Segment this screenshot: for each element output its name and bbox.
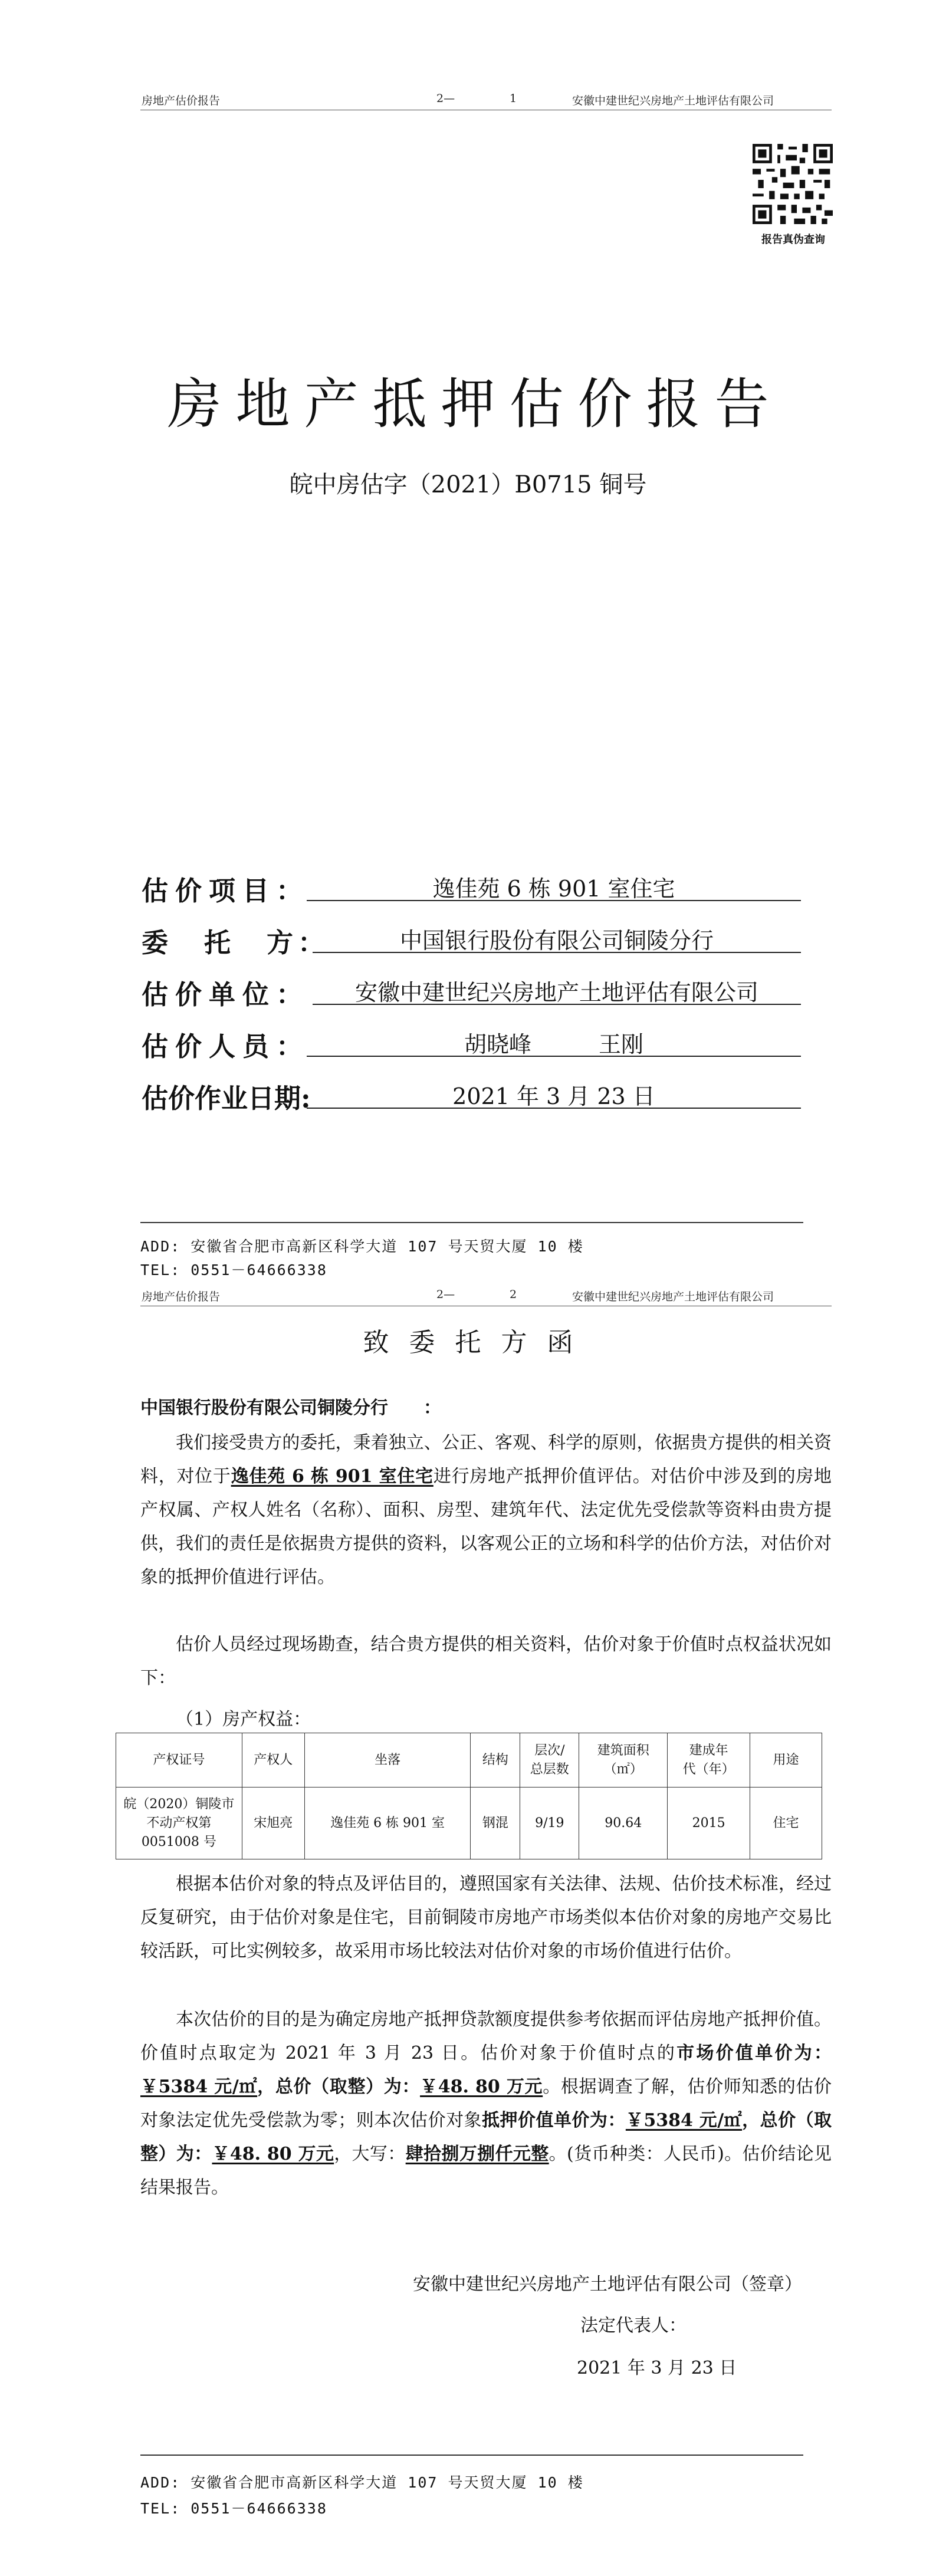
report-title: 房地产抵押估价报告 — [167, 373, 783, 436]
table-cell: 90.64 — [579, 1788, 668, 1859]
column-header: 建成年 代（年） — [668, 1733, 750, 1788]
column-header: 用途 — [750, 1733, 822, 1788]
field-value: 安徽中建世纪兴房地产土地评估有限公司 — [354, 980, 758, 1006]
letter-paragraph-1 — [140, 1426, 832, 1594]
market-total-label: 总价（取整）为： — [275, 2076, 421, 2097]
table-cell: 皖（2020）铜陵市 不动产权第 0051008 号 — [116, 1788, 242, 1859]
footer-rule — [140, 1222, 803, 1223]
rights-subheading: （1）房产权益： — [176, 1709, 311, 1730]
header-right: 安徽中建世纪兴房地产土地评估有限公司 — [572, 94, 774, 107]
footer-telephone: TEL: 0551－64666338 — [140, 1261, 327, 1279]
mortgage-unit-price: ￥5384 元/㎡ — [625, 2110, 743, 2131]
letter-paragraph-2: 估价人员经过现场勘查，结合贵方提供的相关资料，估价对象于价值时点权益状况如下： — [140, 1634, 832, 1688]
table-row — [116, 1788, 822, 1859]
header-left: 房地产估价报告 — [142, 1290, 221, 1303]
field-underline — [313, 952, 801, 953]
mortgage-total-label: 总价（取整）为： — [140, 2110, 832, 2164]
column-header: 结构 — [471, 1733, 520, 1788]
field-label: 估价作业日期: — [142, 1083, 311, 1114]
table-cell: 逸佳苑 6 栋 901 室 — [304, 1788, 471, 1859]
header-right: 安徽中建世纪兴房地产土地评估有限公司 — [572, 1290, 774, 1303]
signature-legal-representative: 法定代表人： — [580, 2315, 687, 2336]
mortgage-unit-price-label: 抵押价值单价为： — [482, 2110, 626, 2131]
column-header: 产权证号 — [116, 1733, 242, 1788]
header-page: 2— — [436, 92, 455, 105]
field-label: 估价人员： — [142, 1031, 310, 1062]
market-total-price: ￥48. 80 万元 — [420, 2076, 543, 2097]
field-value: 2021 年 3 月 23 日 — [452, 1083, 655, 1109]
property-name: 逸佳苑 6 栋 901 室住宅 — [231, 1466, 433, 1487]
mortgage-total-price: ￥48. 80 万元 — [212, 2144, 334, 2164]
property-rights-table — [116, 1733, 822, 1859]
field-underline — [307, 1056, 801, 1057]
field-underline — [307, 1108, 801, 1109]
letter-title: 致委托方函 — [363, 1328, 593, 1358]
header-page-number: 2 — [510, 1288, 517, 1301]
field-label: 估价项目： — [142, 875, 310, 906]
letter-paragraph-4 — [140, 2003, 832, 2204]
footer-telephone: TEL: 0551－64666338 — [140, 2500, 327, 2517]
text-run: 。(货币种类：人民币)。估价结论见结果报告。 — [140, 2144, 832, 2198]
report-number: 皖中房估字（2021）B0715 铜号 — [289, 471, 647, 498]
field-label: 估价单位： — [142, 979, 310, 1010]
footer-address: ADD: 安徽省合肥市高新区科学大道 107 号天贸大厦 10 楼 — [140, 1238, 584, 1255]
table-header-row — [116, 1733, 822, 1788]
field-value: 胡晓峰 王刚 — [464, 1031, 643, 1057]
text-run: ，大写： — [334, 2144, 406, 2164]
text-run: ；则本次估价对象 — [338, 2110, 482, 2131]
header-left: 房地产估价报告 — [142, 94, 221, 107]
qr-caption: 报告真伪查询 — [761, 234, 825, 246]
table-cell: 住宅 — [750, 1788, 822, 1859]
field-underline — [313, 1004, 801, 1005]
table-cell: 2015 — [668, 1788, 750, 1859]
field-label: 委 托 方： — [142, 927, 330, 958]
field-underline — [307, 900, 801, 901]
text-run: ， — [742, 2110, 760, 2131]
total-in-words: 肆拾捌万捌仟元整 — [405, 2144, 549, 2164]
letter-paragraph-3: 根据本估价对象的特点及评估目的，遵照国家有关法律、法规、估价技术标准，经过反复研究，由于估价对象是住宅，目前铜陵市房地产市场类似本估价对象的房地产交易比较活跃，可比实例较多，故采用市场比较法对估价对象的市场价值进行估价。 — [140, 1874, 832, 1961]
market-unit-price-label: 市场价值单价为： — [676, 2043, 832, 2064]
signature-company: 安徽中建世纪兴房地产土地评估有限公司（签章） — [413, 2274, 802, 2295]
text-run: 。根据调查了解，估价师知悉的估价对象法定优先受偿款为零 — [140, 2076, 832, 2131]
field-value: 中国银行股份有限公司铜陵分行 — [399, 928, 714, 954]
table-cell: 9/19 — [520, 1788, 579, 1859]
header-page: 2— — [436, 1288, 455, 1301]
text-run: 本次估价的目的是为确定房地产抵押贷款额度提供参考依据而评估房地产抵押价值。价值时点取定为 2021 年 3 月 23 日。估价对象于价值时点的 — [140, 2009, 832, 2064]
column-header: 建筑面积 （㎡） — [579, 1733, 668, 1788]
table-cell: 宋旭亮 — [242, 1788, 304, 1859]
footer-address: ADD: 安徽省合肥市高新区科学大道 107 号天贸大厦 10 楼 — [140, 2474, 584, 2491]
text-run: ， — [257, 2076, 275, 2097]
table-cell: 钢混 — [471, 1788, 520, 1859]
text-run: 我们接受贵方的委托，秉着独立、公正、客观、科学的原则，依据贵方提供的相关资料，对位于 — [140, 1432, 832, 1487]
column-header: 产权人 — [242, 1733, 304, 1788]
field-value: 逸佳苑 6 栋 901 室住宅 — [432, 876, 675, 902]
market-unit-price: ￥5384 元/㎡ — [140, 2076, 258, 2097]
signature-date: 2021 年 3 月 23 日 — [577, 2358, 737, 2378]
text-run: 进行房地产抵押价值评估。对估价中涉及到的房地产权属、产权人姓名（名称）、面积、房型、建筑年代、法定优先受偿款等资料由贵方提供，我们的责任是依据贵方提供的资料，以客观公正的立场和科学的估价方法，对估价对象的抵押价值进行评估。 — [140, 1466, 832, 1588]
column-header: 坐落 — [304, 1733, 471, 1788]
qr-code-icon[interactable] — [753, 144, 833, 224]
letter-addressee: 中国银行股份有限公司铜陵分行 ： — [140, 1398, 441, 1418]
footer-rule — [140, 2455, 803, 2456]
header-page-number: 1 — [510, 92, 517, 105]
column-header: 层次/ 总层数 — [520, 1733, 579, 1788]
